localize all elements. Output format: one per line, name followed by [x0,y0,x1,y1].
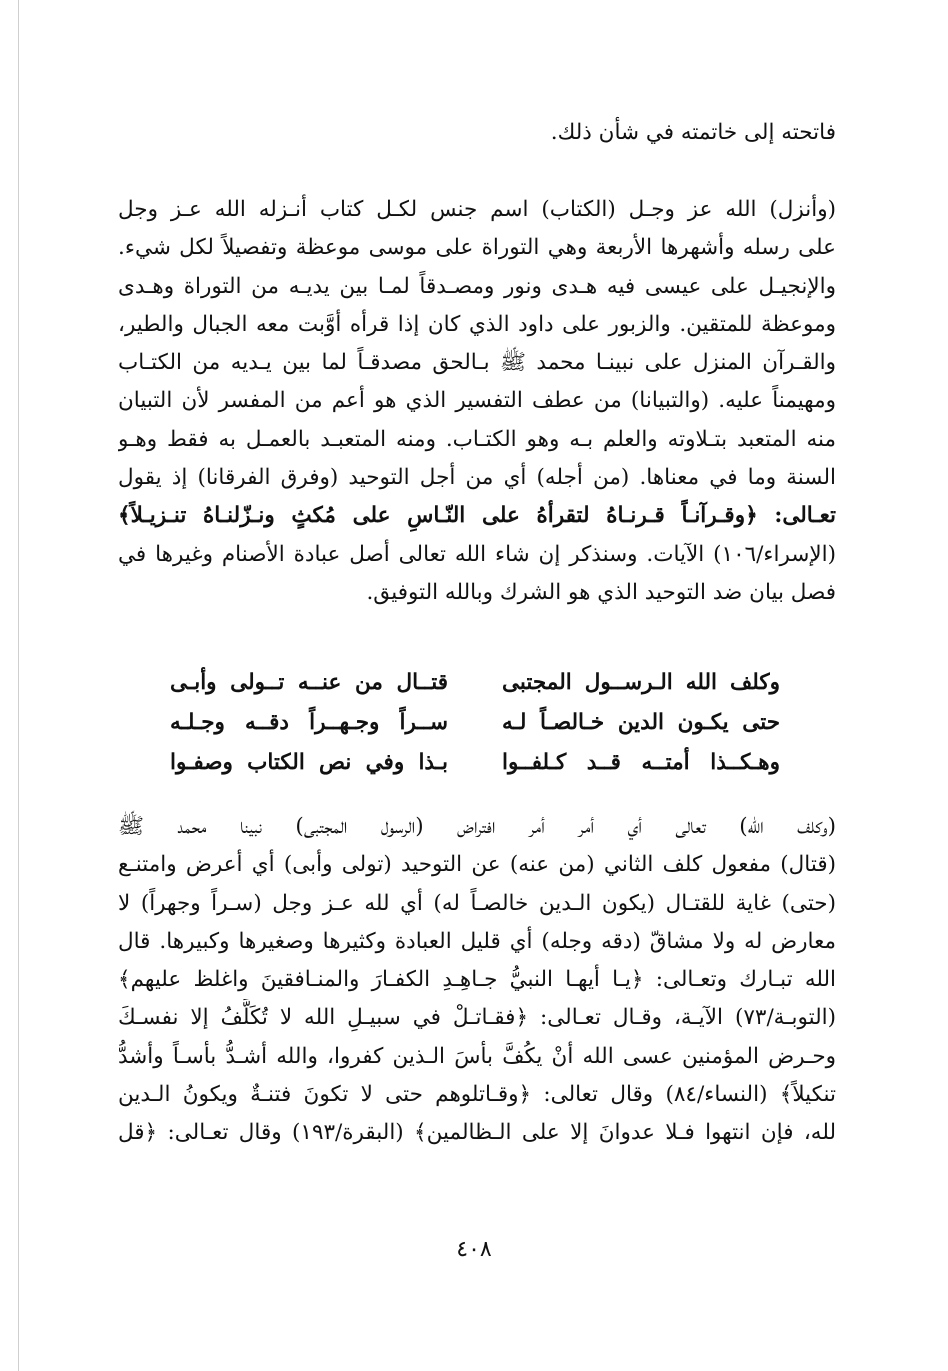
text-line: تنكيلاً﴾ (النساء/٨٤) وقال تعالى: ﴿وقـاتلوهم حتى لا تكونَ فتنـةٌ ويكونُ الـدين [118,1082,836,1108]
text-line: منه المتعبد بتـلاوته والعلم بـه وهو الكتـاب. ومنه المتعبـد بالعمـل به فقط وهـو [118,426,836,452]
paragraph-2 [118,808,836,1153]
text-line: والإنجيـل على عيسى فيه هـدى ونور ومصـدقاً لمـا بين يديـه من التوراة وهـدى [118,273,836,299]
text-line: وحـرض المؤمنين عسى الله أنْ يكُفَّ بأسَ الـذين كفروا، والله أشـدُّ بأسـاً وأشدُّ [118,1043,836,1069]
page-number: ٤٠٨ [456,1237,492,1262]
text-line: معارض له ولا مشاقّ (دقه وجله) أي قليل العبادة وكثيرها وصغيرها وكبيرها. قال [118,928,836,954]
poem-verse [170,663,780,703]
poem-verse [170,703,780,743]
text-line: على رسله وأشهرها الأربعة وهي التوراة على موسى موعظة وتفصيلاً لكل شيء. [118,235,836,261]
text-line: (حتى) غاية للقتـال (يكون الـدين خالصـاً له) أي لله عـز وجل (سـراً وجهراً) لا [118,890,836,916]
text-line: (وأنزل) الله عز وجـل (الكتاب) اسم جنس لكـل كتاب أنـزله الله عـز وجل [118,197,836,222]
continuation-line [118,114,836,152]
text-line: (وكلف الله) تعالى أي أمر أمر افتراض (الرسول المجتبى) نبينا محمد ﷺ [118,814,836,839]
text-line: الله تبـارك وتعـالى: ﴿يـا أيهـا النبيُّ جـاهِـدِ الكفـارَ والمنـافقينَ واغلظ عليهم﴾ [118,967,836,993]
text-line: (التوبـة/٧٣) الآيـة، وقـال تعـالى: ﴿فقـاتـلْ في سبيـلِ الله لا تُكَلَّفُ إلا نفسـكَ [118,1005,836,1031]
poem-block [170,663,780,783]
paragraph-1 [118,191,836,612]
page-edge-line [18,0,19,1371]
verse-first-hemistich: حتى يكـون الدين خـالصـاً لـه [502,710,780,735]
text-line: السنة وما في معناها. (من أجله) أي من أجل التوحيد (وفرق الفرقانا) إذ يقول [118,465,836,491]
text-line: (الإسراء/١٠٦) الآيات. وسنذكر إن شاء الله تعالى أصل عبادة الأصنام وغيرها في [118,541,836,567]
text-line: فاتحته إلى خاتمته في شأن ذلك. [550,120,836,145]
poem-verse [170,743,780,783]
text-line: وموعظة للمتقين. والزبور على داود الذي كان إذا قرأه أوَّبت معه الجبال والطير، [118,311,836,337]
text-line: تعـالى: ﴿وقـرآنـاً قـرنـاهُ لتقرأهُ على النّـاسِ على مُكثٍ ونـزّلنـاهُ تنـزيـلاً﴾ [118,503,836,529]
verse-first-hemistich: وهـكــذا أمتــه قــد كـلفــوا [502,750,780,775]
text-line: والقـرآن المنزل على نبينـا محمد ﷺ بـالحق مصدقـاً لما بين يـديه من الكتـاب [118,350,836,376]
text-line: (قتال) مفعول كلف الثاني (من عنه) عن التوحيد (تولى وأبى) أي أعرض وامتنـع [118,852,836,878]
verse-second-hemistich: قتــال من عنــه تــولى وأبـى [170,670,448,695]
text-line: ومهيمناً عليه. (والتبيانا) من عطف التفسير الذي هو أعم من المفسر لأن التبيان [118,388,836,414]
verse-first-hemistich: وكلف الله الـرســول المجتبى [502,670,780,695]
verse-second-hemistich: بـذا وفي نص الكتاب وصفـوا [170,750,448,775]
verse-second-hemistich: ســراً وجـهــراً دقــه وجـلـه [170,710,448,735]
text-line: فصل بيان ضد التوحيد الذي هو الشرك وبالله التوفيق. [366,579,836,605]
text-line: لله، فإن انتهوا فـلا عدوانَ إلا على الـظالمين﴾ (البقرة/١٩٣) وقال تعـالى: ﴿قل [118,1120,836,1146]
